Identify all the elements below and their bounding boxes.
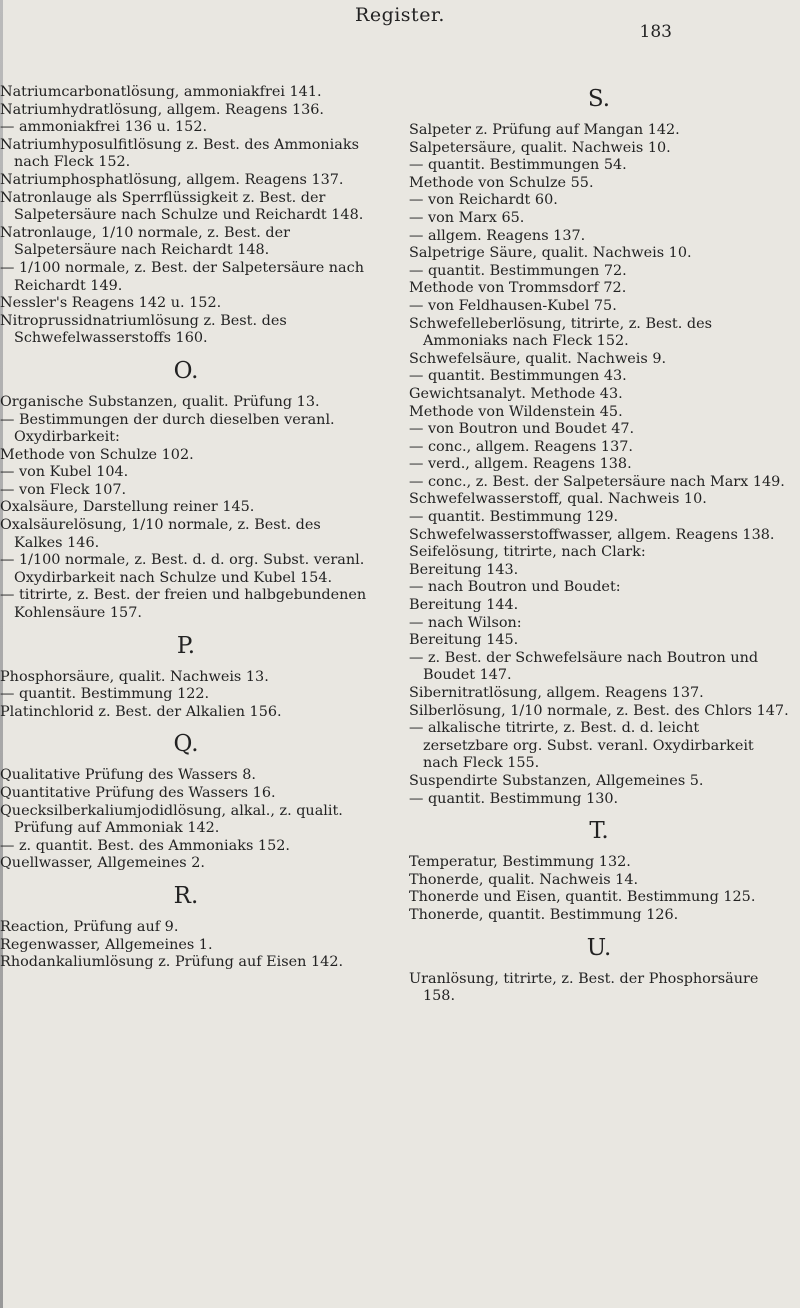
index-entry: — von Feldhausen-Kubel 75.: [409, 297, 617, 314]
index-entry: Silberlösung, 1/10 normale, z. Best. des Chlors 147.: [409, 702, 789, 719]
index-entry: Organische Substanzen, qualit. Prüfung 13.: [0, 393, 320, 410]
index-entry: Nessler's Reagens 142 u. 152.: [0, 295, 222, 312]
index-entry: Thonerde, quantit. Bestimmung 126.: [409, 906, 679, 923]
index-entry: Schwefelwasserstoff, qual. Nachweis 10.: [409, 491, 707, 508]
index-entry: Salpeter z. Prüfung auf Mangan 142.: [409, 122, 680, 138]
index-entry: Salpetrige Säure, qualit. Nachweis 10.: [409, 245, 692, 262]
index-entry: — von Kubel 104.: [0, 464, 129, 481]
index-entry: — allgem. Reagens 137.: [409, 227, 586, 244]
index-entry: — quantit. Bestimmung 129.: [409, 509, 619, 526]
index-entry: — verd., allgem. Reagens 138.: [409, 456, 632, 473]
index-entry: Schwefelsäure, qualit. Nachweis 9.: [409, 350, 667, 367]
index-entry: Gewichtsanalyt. Methode 43.: [409, 385, 623, 402]
index-entry: Phosphorsäure, qualit. Nachweis 13.: [0, 668, 269, 685]
index-entry: Uranlösung, titrirte, z. Best. der Phosphorsäure 158.: [409, 970, 759, 1005]
index-entry: — conc., allgem. Reagens 137.: [409, 438, 633, 455]
index-entry: Bereitung 145.: [409, 632, 519, 649]
section-letter: U.: [586, 934, 612, 961]
section-letter: O.: [173, 357, 199, 384]
index-entry: — nach Boutron und Boudet:: [409, 579, 621, 596]
index-entry: Thonerde und Eisen, quantit. Bestimmung 125.: [409, 889, 756, 906]
index-entry: Salpetersäure, qualit. Nachweis 10.: [409, 139, 671, 156]
index-entry: — quantit. Bestimmungen 72.: [409, 262, 627, 279]
index-entry: Natriumhydratlösung, allgem. Reagens 136.: [0, 101, 324, 118]
index-entry: Suspendirte Substanzen, Allgemeines 5.: [409, 772, 704, 789]
index-entry: Natronlauge als Sperrflüssigkeit z. Best. der Salpetersäure nach Schulze und Reichardt 148.: [0, 189, 364, 224]
index-entry: Methode von Schulze 102.: [0, 446, 194, 463]
index-entry: Methode von Schulze 55.: [409, 174, 594, 191]
index-entry: — 1/100 normale, z. Best. d. d. org. Subst. veranl. Oxydirbarkeit nach Schulze und Kubel 154.: [0, 552, 365, 586]
index-entry: Rhodankaliumlösung z. Prüfung auf Eisen 142.: [0, 954, 344, 971]
index-entry: — quantit. Bestimmung 130.: [409, 790, 619, 807]
index-entry: Methode von Wildenstein 45.: [409, 403, 623, 420]
index-entry: Schwefelwasserstoffwasser, allgem. Reagens 138.: [409, 526, 775, 543]
index-entry: Oxalsäurelösung, 1/10 normale, z. Best. des Kalkes 146.: [0, 517, 321, 551]
index-entry: Natriumhyposulfitlösung z. Best. des Ammoniaks nach Fleck 152.: [0, 136, 359, 171]
section-letter: T.: [589, 818, 609, 845]
section-letter: Q.: [173, 731, 199, 758]
index-entry: Oxalsäure, Darstellung reiner 145.: [0, 499, 255, 516]
index-entry: Sibernitratlösung, allgem. Reagens 137.: [409, 685, 704, 701]
index-entry: Qualitative Prüfung des Wassers 8.: [0, 767, 256, 784]
index-entry: — z. quantit. Best. des Ammoniaks 152.: [0, 837, 290, 854]
index-entry: — 1/100 normale, z. Best. der Salpetersäure nach Reichardt 149.: [0, 259, 364, 294]
index-entry: — Bestimmungen der durch dieselben veranl. Oxydirbarkeit:: [0, 411, 335, 446]
index-entry: — conc., z. Best. der Salpetersäure nach Marx 149.: [409, 473, 785, 490]
index-entry: — alkalische titrirte, z. Best. d. d. leicht zersetzbare org. Subst. veranl. Oxydirbarkeit nach Fleck 155.: [409, 720, 754, 772]
index-entry: — von Reichardt 60.: [409, 192, 558, 209]
index-entry: — nach Wilson:: [409, 614, 522, 631]
index-entry: — titrirte, z. Best. der freien und halbgebundenen Kohlensäure 157.: [0, 587, 367, 622]
index-entry: Bereitung 143.: [409, 561, 519, 578]
index-entry: Bereitung 144.: [409, 597, 519, 614]
index-entry: Platinchlorid z. Best. der Alkalien 156.: [0, 703, 282, 720]
index-entry: Temperatur, Bestimmung 132.: [409, 854, 631, 871]
index-entry: Schwefelleberlösung, titrirte, z. Best. des Ammoniaks nach Fleck 152.: [409, 315, 712, 350]
index-entry: Natriumphosphatlösung, allgem. Reagens 137.: [0, 171, 344, 188]
index-entry: — quantit. Bestimmungen 43.: [409, 368, 627, 385]
index-entry: — von Boutron und Boudet 47.: [409, 421, 635, 438]
index-entry: — z. Best. der Schwefelsäure nach Boutron und Boudet 147.: [409, 649, 759, 684]
section-letter: R.: [173, 882, 199, 909]
index-entry: Nitroprussidnatriumlösung z. Best. des Schwefelwasserstoffs 160.: [0, 312, 287, 347]
page-number: 183: [639, 22, 672, 42]
index-column-right: [409, 86, 789, 1006]
index-entry: — quantit. Bestimmung 122.: [0, 686, 210, 703]
section-letter: S.: [587, 86, 611, 112]
index-entry: Thonerde, qualit. Nachweis 14.: [409, 871, 639, 888]
index-entry: Quantitative Prüfung des Wassers 16.: [0, 785, 276, 801]
index-entry: — ammoniakfrei 136 u. 152.: [0, 119, 208, 136]
index-entry: Methode von Trommsdorf 72.: [409, 280, 627, 297]
index-entry: Quecksilberkaliumjodidlösung, alkal., z. qualit. Prüfung auf Ammoniak 142.: [0, 802, 343, 837]
index-entry: Natriumcarbonatlösung, ammoniakfrei 141.: [0, 84, 322, 100]
index-entry: Reaction, Prüfung auf 9.: [0, 918, 179, 935]
index-entry: — von Fleck 107.: [0, 481, 127, 498]
index-entry: — quantit. Bestimmungen 54.: [409, 157, 627, 174]
index-entry: Natronlauge, 1/10 normale, z. Best. der Salpetersäure nach Reichardt 148.: [0, 224, 291, 259]
running-header: Register.: [355, 4, 445, 26]
index-entry: Quellwasser, Allgemeines 2.: [0, 855, 205, 872]
index-entry: Seifelösung, titrirte, nach Clark:: [409, 544, 646, 561]
section-letter: P.: [176, 632, 196, 659]
index-column-left: [0, 84, 372, 972]
index-entry: Regenwasser, Allgemeines 1.: [0, 936, 213, 953]
index-entry: — von Marx 65.: [409, 209, 525, 226]
